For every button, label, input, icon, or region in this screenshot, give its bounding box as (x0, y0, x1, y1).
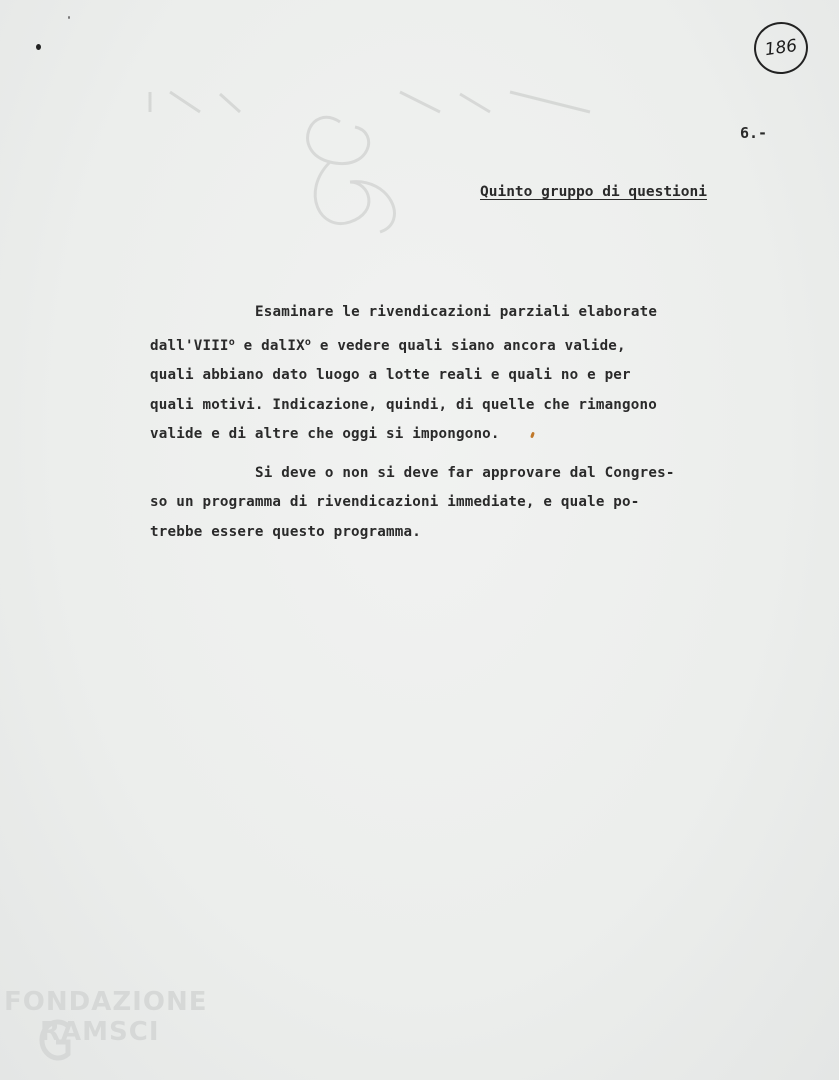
paragraph-2-line-2: so un programma di rivendicazioni immediate, e quale po- (150, 494, 640, 510)
paragraph-spacer (150, 450, 740, 459)
logo-line-1: FONDAZIONE (4, 987, 208, 1017)
paragraph-1-line-4: quali motivi. Indicazione, quindi, di quelle che rimangono (150, 396, 658, 413)
archive-number-stamp (751, 18, 812, 77)
section-heading: Quinto gruppo di questioni (480, 184, 707, 200)
text-fragment: e dalIX (234, 337, 305, 354)
paragraph-1-line-5: valide e di altre che oggi si impongono. (150, 426, 500, 442)
document-body (150, 298, 740, 547)
text-fragment: dall'VIII (150, 337, 229, 354)
archive-number-text: 186 (763, 35, 799, 61)
paragraph-2-line-1: Si deve o non si deve far approvare dal Congres- (255, 464, 675, 481)
paragraph-2-line-3: trebbe essere questo programma. (150, 523, 421, 540)
logo-line-2: RAMSCI (40, 1017, 160, 1047)
paragraph-1-line-2 (150, 328, 740, 362)
text-fragment: e vedere quali siano ancora valide, (311, 337, 626, 354)
ink-speck (68, 16, 70, 19)
paper-watermark (110, 82, 610, 252)
paragraph-1-line-3: quali abbiano dato luogo a lotte reali e quali no e per (150, 367, 631, 383)
page-number: 6.- (740, 124, 768, 142)
superscript-ordinal: o (228, 336, 235, 348)
ink-speck (36, 44, 41, 50)
fondazione-gramsci-logo (4, 988, 214, 1074)
paragraph-1-line-1: Esaminare le rivendicazioni parziali elaborate (255, 304, 658, 320)
superscript-ordinal: o (304, 336, 312, 348)
